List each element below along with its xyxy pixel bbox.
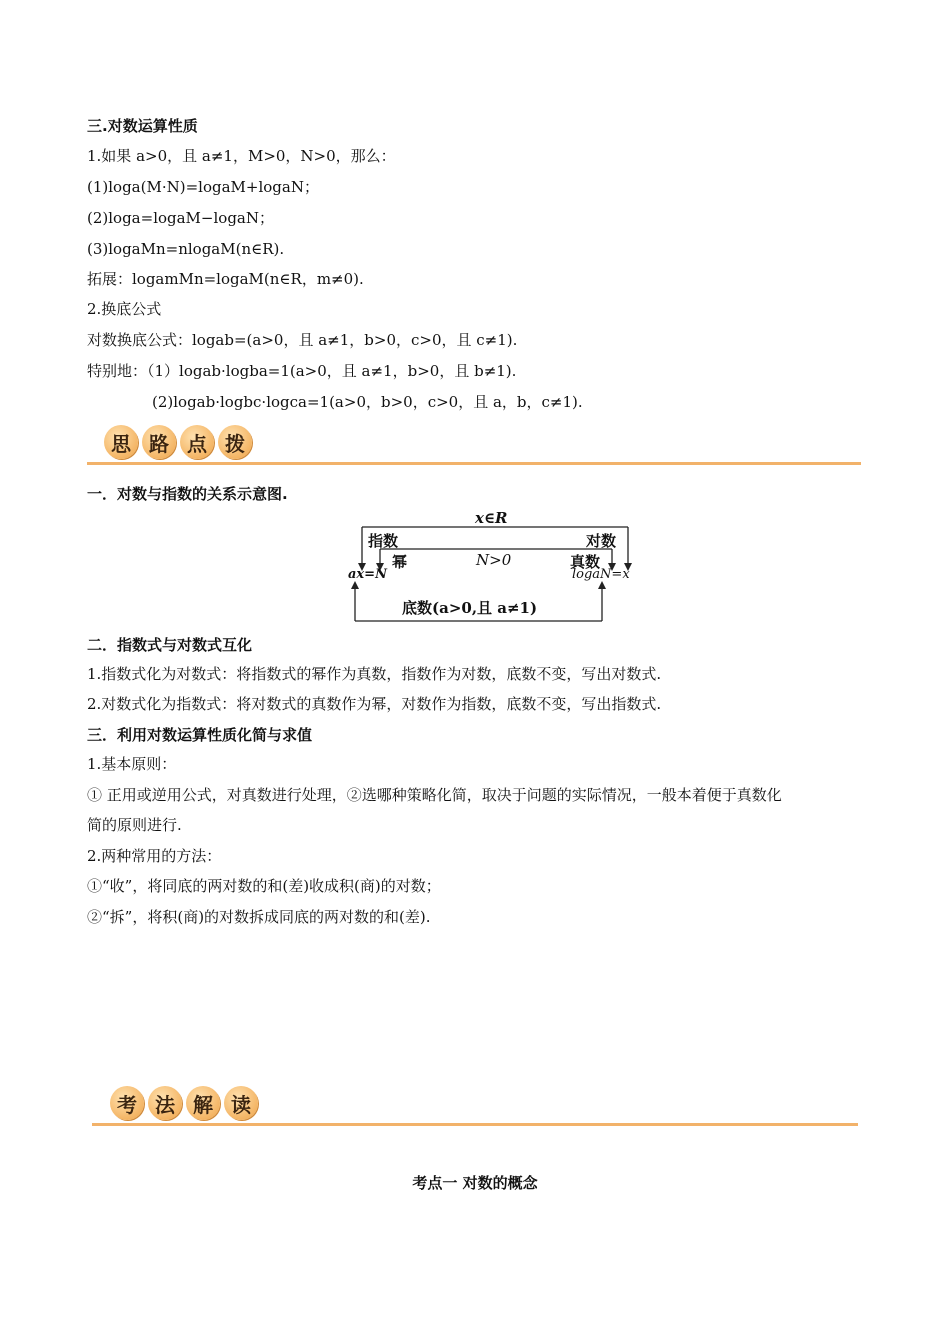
principle-text-cont: 简的原则进行. xyxy=(87,816,182,834)
principle-title: 1.基本原则： xyxy=(87,755,177,773)
banner-char: 思 xyxy=(104,425,138,459)
banner-char: 法 xyxy=(148,1086,182,1120)
diagram-log-label: 对数 xyxy=(586,532,617,550)
banner-char: 拨 xyxy=(218,425,252,459)
diagram-center-label: N>0 xyxy=(476,551,512,569)
relation-diagram xyxy=(340,505,640,630)
diagram-antilog-label: 真数 xyxy=(570,553,601,571)
formula-2: (2)loga=logaM−logaN； xyxy=(87,209,274,227)
heading-relation: 一．对数与指数的关系示意图. xyxy=(87,485,288,503)
principle-text: ① 正用或逆用公式，对真数进行处理，②选哪种策略化简，取决于问题的实际情况，一般本着便于真数化 xyxy=(87,786,782,804)
diagram-log-formula: logaN=x xyxy=(572,567,630,582)
banner-char: 路 xyxy=(142,425,176,459)
method-combine: ①“收”，将同底的两对数的和(差)收成积(商)的对数； xyxy=(87,877,441,895)
banner-char: 解 xyxy=(186,1086,220,1120)
section-title: 三.对数运算性质 xyxy=(87,117,198,135)
special-case-1: 特别地：（1）logab·logba=1(a>0，且 a≠1，b>0，且 b≠1). xyxy=(87,362,517,380)
banner-tips xyxy=(104,425,864,469)
banner-rule xyxy=(92,1123,858,1126)
diagram-exp-formula: ax=N xyxy=(348,567,387,582)
heading-conversion: 二．指数式与对数式互化 xyxy=(87,636,253,654)
diagram-base-label: 底数(a>0,且 a≠1) xyxy=(402,599,538,617)
point-title: 考点一 对数的概念 xyxy=(412,1174,538,1192)
change-of-base-formula: 对数换底公式：logab=(a>0，且 a≠1，b>0，c>0，且 c≠1). xyxy=(87,331,518,349)
conversion-exp-to-log: 1.指数式化为对数式：将指数式的幂作为真数，指数作为对数，底数不变，写出对数式. xyxy=(87,665,662,683)
formula-3: (3)logaMn=nlogaM(n∈R). xyxy=(87,240,285,258)
banner-char: 点 xyxy=(180,425,214,459)
banner-char: 读 xyxy=(224,1086,258,1120)
heading-simplify: 三．利用对数运算性质化简与求值 xyxy=(87,726,313,744)
diagram-exponent-label: 指数 xyxy=(368,532,399,550)
special-case-2: (2)logab·logbc·logca=1(a>0，b>0，c>0，且 a，b，c≠1). xyxy=(152,393,583,411)
banner-char: 考 xyxy=(110,1086,144,1120)
diagram-top-label: x∈R xyxy=(475,509,508,527)
formula-1: (1)loga(M·N)=logaM+logaN； xyxy=(87,178,319,196)
banner-methods xyxy=(110,1086,860,1130)
conversion-log-to-exp: 2.对数式化为指数式：将对数式的真数作为幂，对数作为指数，底数不变，写出指数式. xyxy=(87,695,662,713)
condition-text: 1.如果 a>0，且 a≠1，M>0，N>0，那么： xyxy=(87,147,396,165)
banner-rule xyxy=(87,462,861,465)
diagram-power-label: 幂 xyxy=(392,553,408,571)
change-of-base-title: 2.换底公式 xyxy=(87,300,162,318)
methods-title: 2.两种常用的方法： xyxy=(87,847,222,865)
method-split: ②“拆”，将积(商)的对数拆成同底的两对数的和(差). xyxy=(87,908,431,926)
extension-formula: 拓展：logamMn=logaM(n∈R，m≠0). xyxy=(87,270,364,288)
